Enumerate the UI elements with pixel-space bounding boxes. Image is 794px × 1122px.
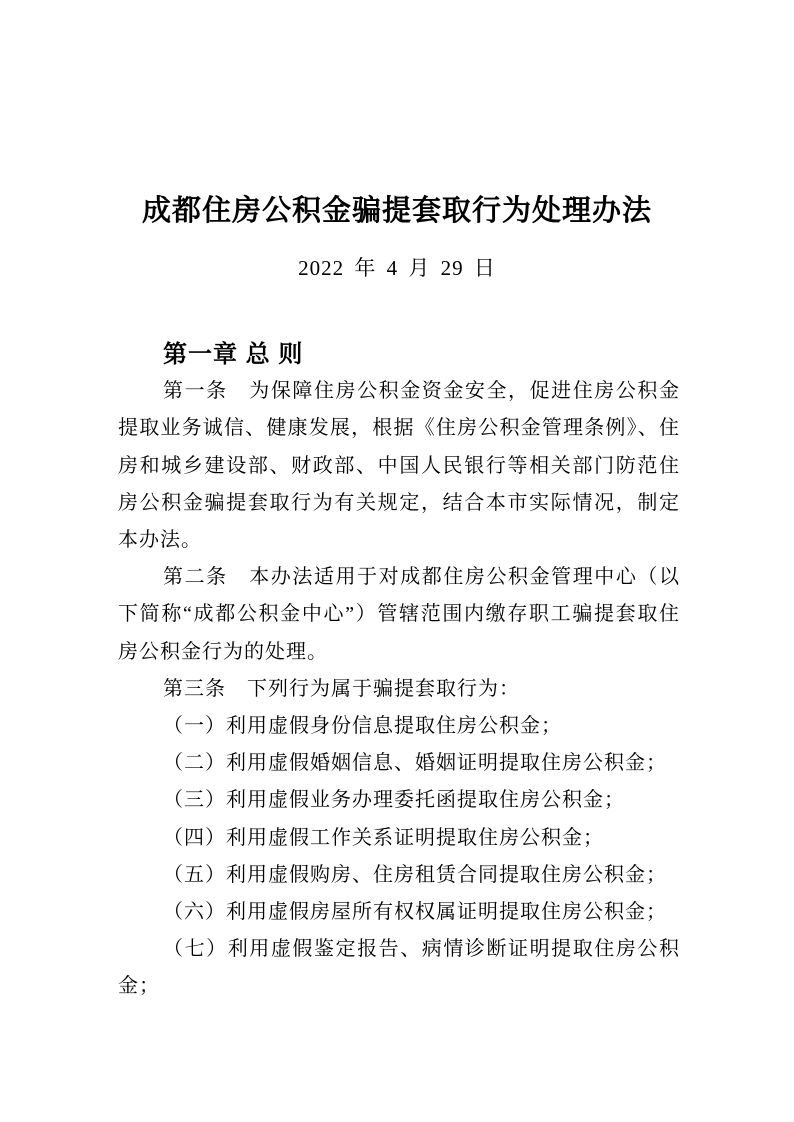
- article-1-paragraph: 第一条 为保障住房公积金资金安全，促进住房公积金提取业务诚信、健康发展，根据《住房公积金管理条例》、住房和城乡建设部、财政部、中国人民银行等相关部门防范住房公积金骗提套取行为有关规定，结合本市实际情况，制定本办法。: [118, 380, 680, 552]
- document-date: 2022 年 4 月 29 日: [298, 256, 496, 280]
- article-3-item-6: （六）利用虚假房屋所有权权属证明提取住房公积金；: [163, 901, 667, 924]
- chapter-1-heading: 第一章 总 则: [163, 341, 304, 368]
- article-3-paragraph: 第三条 下列行为属于骗提套取行为：: [163, 677, 520, 700]
- article-3-item-3: （三）利用虚假业务办理委托函提取住房公积金；: [163, 789, 625, 812]
- article-3-item-1: （一）利用虚假身份信息提取住房公积金；: [163, 715, 562, 738]
- article-3-item-7: （七）利用虚假鉴定报告、病情诊断证明提取住房公积金；: [118, 938, 680, 998]
- article-3-item-4: （四）利用虚假工作关系证明提取住房公积金；: [163, 826, 604, 849]
- article-2-paragraph: 第二条 本办法适用于对成都住房公积金管理中心（以下简称“成都公积金中心”）管辖范围内缴存职工骗提套取住房公积金行为的处理。: [118, 566, 680, 663]
- article-3-item-5: （五）利用虚假购房、住房租赁合同提取住房公积金；: [163, 863, 667, 886]
- document-body: [118, 336, 680, 1006]
- article-3-item-2: （二）利用虚假婚姻信息、婚姻证明提取住房公积金；: [163, 752, 667, 775]
- document-title: 成都住房公积金骗提套取行为处理办法: [141, 195, 652, 227]
